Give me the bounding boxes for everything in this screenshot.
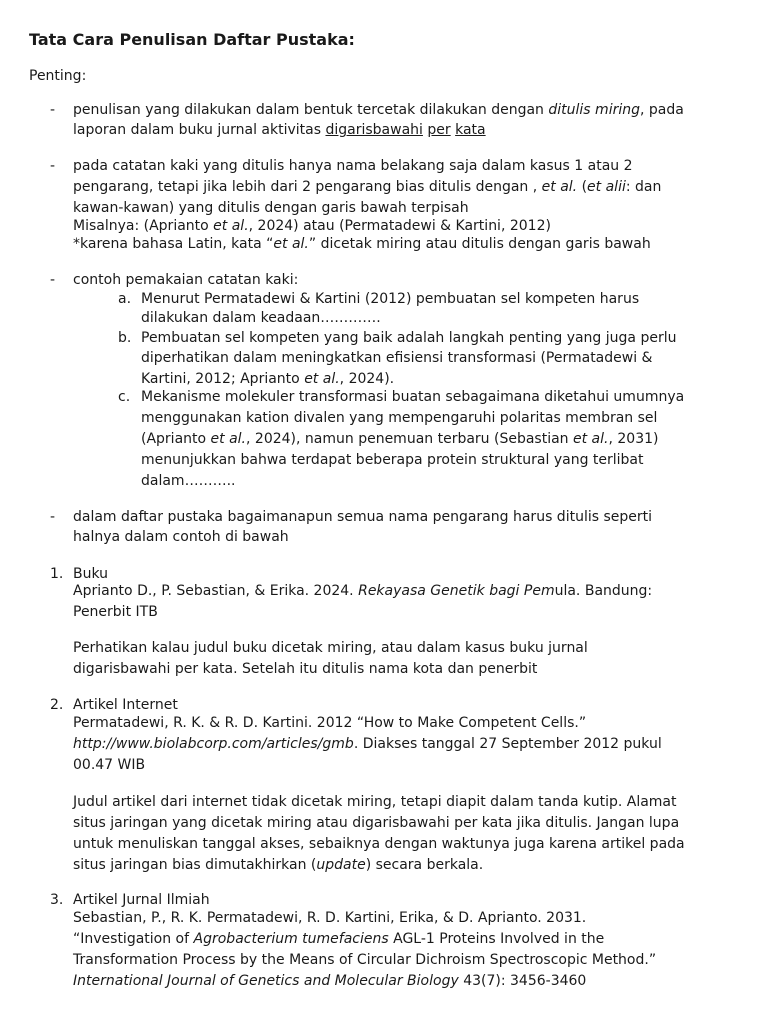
text-span: Kartini, 2012; Aprianto (141, 371, 305, 387)
list-number: 2. (50, 697, 64, 713)
list-number: 3. (50, 892, 64, 908)
penting-label: Penting: (29, 68, 87, 84)
italic-span: et al. (213, 218, 249, 234)
list-letter: c. (118, 389, 131, 405)
bullet-2-line-2 (73, 177, 661, 197)
ref-2-line-1: Permatadewi, R. K. & R. D. Kartini. 2012 “How to Make Competent Cells.” (73, 715, 587, 731)
text-span: ula. Bandung: (554, 583, 653, 599)
list-letter: a. (118, 291, 132, 307)
bullet-1-line-1 (73, 100, 684, 120)
italic-span: Agrobacterium tumefaciens (193, 931, 389, 947)
italic-span: http://www.biolabcorp.com/articles/gmb (73, 736, 354, 752)
text-span: pengarang, tetapi jika lebih dari 2 pengarang bias ditulis dengan , (73, 179, 542, 195)
ref-3-line-3: Transformation Process by the Means of Circular Dichroism Spectroscopic Method.” (73, 952, 657, 968)
ref-1-line-2: Penerbit ITB (73, 604, 158, 620)
ref-2-note-4 (73, 855, 483, 875)
text-span: Misalnya: (Aprianto (73, 218, 214, 234)
bullet-4-line-2: halnya dalam contoh di bawah (73, 529, 289, 545)
ref-2-line-2 (73, 734, 662, 754)
underlined-span: digarisbawahi (325, 122, 423, 138)
ref-3-line-4 (73, 971, 586, 991)
text-span: penulisan yang dilakukan dalam bentuk tercetak dilakukan dengan (73, 102, 549, 118)
bullet-3-line-1: contoh pemakaian catatan kaki: (73, 272, 299, 288)
bullet-2-line-1: pada catatan kaki yang ditulis hanya nama belakang saja dalam kasus 1 atau 2 (73, 158, 633, 174)
page-title: Tata Cara Penulisan Daftar Pustaka: (29, 30, 355, 49)
ref-2-line-3: 00.47 WIB (73, 757, 146, 773)
text-span: , 2031) (608, 431, 659, 447)
text-span: ) secara berkala. (365, 857, 484, 873)
ref-1-heading: Buku (73, 566, 109, 582)
list-letter: b. (118, 330, 132, 346)
ref-2-heading: Artikel Internet (73, 697, 178, 713)
item-a-line-2: dilakukan dalam keadaan…………. (141, 310, 381, 326)
italic-span: update (316, 857, 366, 873)
text-span: Aprianto D., P. Sebastian, & Erika. 2024. (73, 583, 359, 599)
item-c-line-4: menunjukkan bahwa terdapat beberapa protein struktural yang terlibat (141, 452, 644, 468)
underlined-span: per (427, 122, 451, 138)
italic-span: ditulis miring (548, 102, 640, 118)
item-c-line-2: menggunakan kation divalen yang mempengaruhi polaritas membran sel (141, 410, 658, 426)
ref-2-note-3: untuk menuliskan tanggal akses, sebaiknya dengan waktunya juga karena artikel pada (73, 836, 685, 852)
item-b-line-2: diperhatikan dalam meningkatkan efisiensi transformasi (Permatadewi & (141, 350, 653, 366)
ref-1-note-2: digarisbawahi per kata. Setelah itu ditulis nama kota dan penerbit (73, 661, 538, 677)
italic-span: International Journal of Genetics and Molecular Biology (73, 973, 459, 989)
item-c-line-1: Mekanisme molekuler transformasi buatan sebagaimana diketahui umumnya (141, 389, 685, 405)
text-span: : dan (625, 179, 662, 195)
list-number: 1. (50, 566, 64, 582)
ref-1-note-1: Perhatikan kalau judul buku dicetak miring, atau dalam kasus buku jurnal (73, 640, 588, 656)
bullet-dash: - (50, 272, 56, 288)
italic-span: et al. (573, 431, 609, 447)
bullet-1-line-2 (73, 120, 486, 140)
text-span: , 2024). (339, 371, 395, 387)
text-span: laporan dalam buku jurnal aktivitas (73, 122, 326, 138)
text-span: 43(7): 3456-3460 (458, 973, 587, 989)
underlined-span: kata (455, 122, 486, 138)
italic-span: et al. (210, 431, 247, 447)
text-span: ( (577, 179, 588, 195)
bullet-2-line-4 (73, 216, 551, 236)
bullet-dash: - (50, 102, 56, 118)
bullet-dash: - (50, 158, 56, 174)
ref-2-note-2: situs jaringan yang dicetak miring atau digarisbawahi per kata jika ditulis. Jangan lupa (73, 815, 680, 831)
text-span: , 2024), namun penemuan terbaru (Sebastian (246, 431, 573, 447)
item-b-line-1: Pembuatan sel kompeten yang baik adalah langkah penting yang juga perlu (141, 330, 677, 346)
ref-3-line-2 (73, 929, 604, 949)
italic-span: Rekayasa Genetik bagi Pem (358, 583, 555, 599)
ref-1-line-1 (73, 581, 652, 601)
ref-3-line-1: Sebastian, P., R. K. Permatadewi, R. D. Kartini, Erika, & D. Aprianto. 2031. (73, 910, 587, 926)
bullet-dash: - (50, 509, 56, 525)
italic-span: et al. (304, 371, 340, 387)
bullet-2-line-5 (73, 234, 651, 254)
text-span: AGL-1 Proteins Involved in the (388, 931, 605, 947)
text-span: ” dicetak miring atau ditulis dengan garis bawah (308, 236, 651, 252)
italic-span: et al. (273, 236, 309, 252)
bullet-2-line-3: kawan-kawan) yang ditulis dengan garis bawah terpisah (73, 200, 469, 216)
item-c-line-3 (141, 429, 658, 449)
text-span: , pada (640, 102, 684, 118)
italic-span: et alii (587, 179, 626, 195)
text-span: situs jaringan bias dimutakhirkan ( (73, 857, 317, 873)
text-span: “Investigation of (73, 931, 194, 947)
ref-2-note-1: Judul artikel dari internet tidak dicetak miring, tetapi diapit dalam tanda kutip. Alamat (73, 794, 677, 810)
item-b-line-3 (141, 369, 394, 389)
bullet-4-line-1: dalam daftar pustaka bagaimanapun semua nama pengarang harus ditulis seperti (73, 509, 653, 525)
item-a-line-1: Menurut Permatadewi & Kartini (2012) pembuatan sel kompeten harus (141, 291, 640, 307)
item-c-line-5: dalam……….. (141, 473, 236, 489)
italic-span: et al. (541, 179, 578, 195)
ref-3-heading: Artikel Jurnal Ilmiah (73, 892, 210, 908)
text-span: . Diakses tanggal 27 September 2012 pukul (353, 736, 662, 752)
text-span: *karena bahasa Latin, kata “ (73, 236, 274, 252)
text-span: (Aprianto (141, 431, 211, 447)
text-span: , 2024) atau (Permatadewi & Kartini, 2012) (248, 218, 551, 234)
